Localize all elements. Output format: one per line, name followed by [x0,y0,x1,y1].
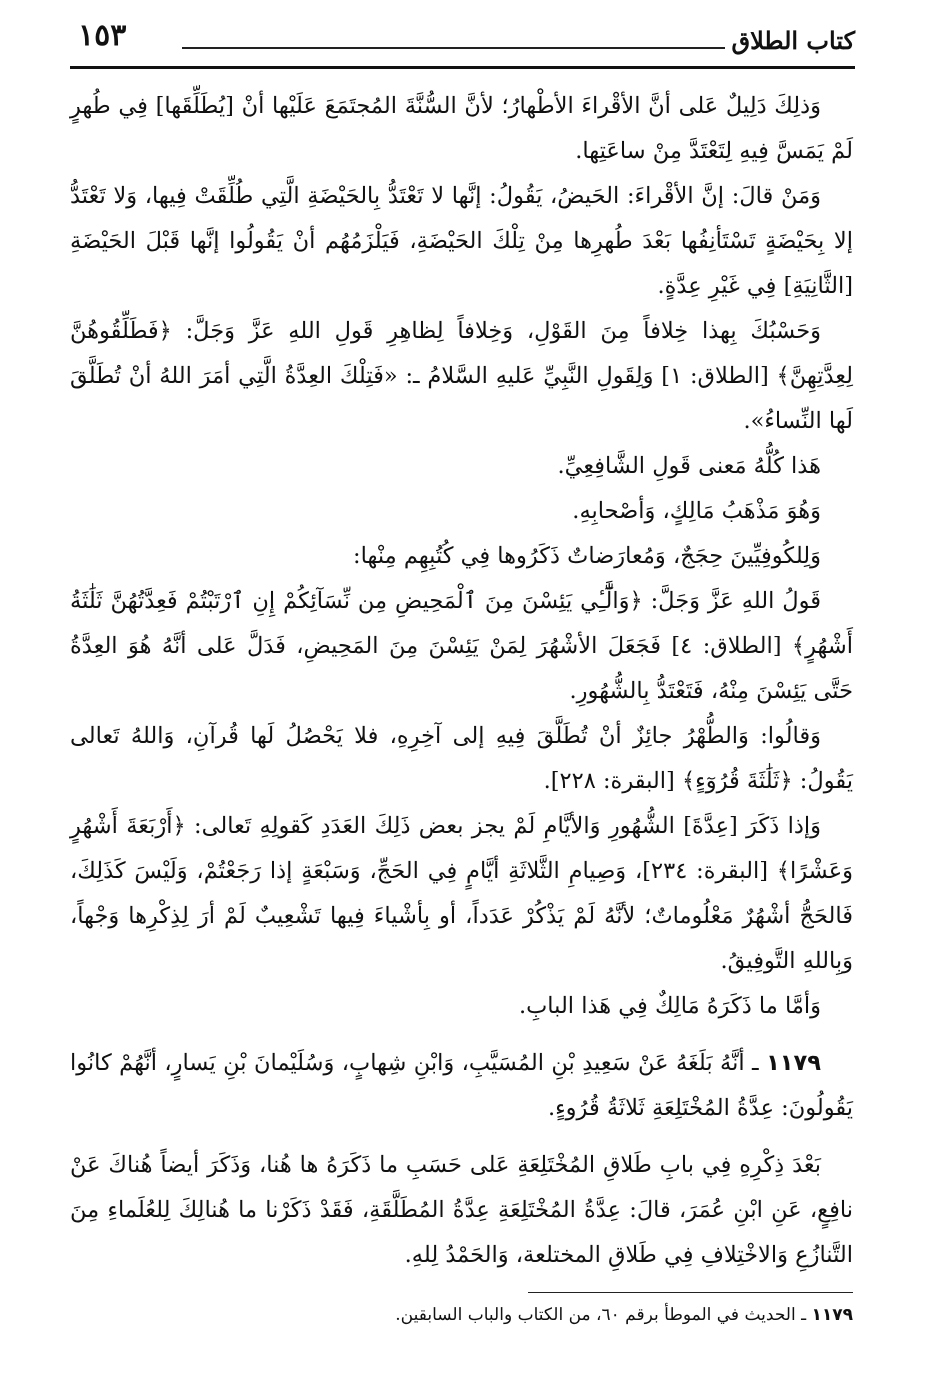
hadith-paragraph [70,1041,853,1131]
paragraph: وَذلِكَ دَلِيلٌ عَلى أنَّ الأقْراءَ الأطْهارُ؛ لأنَّ السُّنَّةَ المُجتَمَعَ عَلَيْها أنْ [يُطَلِّقَها] فِي طُهرٍ لَمْ يَمَسَّ فِيهِ لِتَعْتَدَّ مِنْ ساعَتِها. [70,93,853,164]
hadith-number: ١١٧٩ [766,1050,821,1076]
hadith-text: ـ أنَّهُ بَلَغَهُ عَنْ سَعِيدِ بْنِ المُسَيَّبِ، وَابْنِ شِهابٍ، وَسُلَيْمانَ بْنِ يَسارٍ، أنَّهُمْ كانُوا يَقُولُونَ: عِدَّةُ المُخْتَلِعَةِ ثَلاثَةُ قُرُوءٍ. [70,1050,853,1121]
main-text [70,84,853,1278]
paragraph: وَقالُوا: وَالطُّهْرُ جائِزٌ أنْ تُطَلَّقَ فِيهِ إلى آخِرِهِ، فلا يَحْصُلُ لَها قُرآنِ، وَاللهُ تَعالى يَقُولُ: ﴿ثَلَٰثَةَ قُرُوٓءٍ﴾ [البقرة: ٢٢٨]. [70,723,853,794]
footnote-rule [528,1292,853,1293]
paragraph: هَذا كُلُّهُ مَعنى قَولِ الشَّافِعِيِّ. [557,453,821,479]
paragraph: وَلِلكُوفِيِّينَ حِجَجٌ، وَمُعارَضاتٌ ذَكَرُوها فِي كُتُبِهِم مِنْها: [353,543,821,569]
footnote-text: ـ الحديث في الموطأ برقم ٦٠، من الكتاب والباب السابقين. [395,1305,807,1325]
header-rule [70,66,855,69]
paragraph: وَمَنْ قالَ: إنَّ الأقْراءَ: الحَيضُ، يَقُولُ: إنَّها لا تَعْتَدُّ بِالحَيْضَةِ الَّتِي طُلِّقَتْ فِيها، وَلا تَعْتَدُّ إلا بِحَيْضَةٍ تَسْتَأنِفُها بَعْدَ طُهرِها مِنْ تِلْكَ الحَيْضَةِ، فَيَلْزَمُهُم أنْ يَقُولُوا إنَّها قَبْلَ الحَيْضَةِ [الثَّانِيَةِ] فِي غَيْرِ عِدَّةٍ. [70,183,853,299]
footnote [70,1300,853,1330]
footnote-number: ١١٧٩ [811,1305,853,1325]
paragraph: وَأمَّا ما ذَكَرَهُ مَالِكٌ فِي هَذا البابِ. [518,993,821,1019]
header-leader-line [182,47,725,49]
page-header [70,14,855,68]
paragraph: وَإذا ذَكَرَ [عِدَّةَ] الشُّهُورِ وَالأيَّامِ لَمْ يجز بعض ذَلِكَ العَدَدِ كَقولِهِ تَعالى: ﴿أَرْبَعَةَ أَشْهُرٍ وَعَشْرًا﴾ [البقرة: ٢٣٤]، وَصِيامِ الثَّلاثَةِ أيَّامٍ فِي الحَجِّ، وَسَبْعَةٍ إذا رَجَعْتُمْ، وَلَيْسَ كَذَلِكَ، فَالحَجُّ أشْهُرٌ مَعْلُوماتٌ؛ لأنَّهُ لَمْ يَذْكُرْ عَدَداً، أو بِأشْياءَ فِيها تَشْعِيبٌ لَمْ أرَ لِذِكْرِها وَجْهاً، وَبِاللهِ التَّوفِيقُ. [70,813,853,974]
paragraph: قَولُ اللهِ عَزَّ وَجَلَّ: ﴿وَالَّٰٓـِٔي يَئِسْنَ مِنَ ٱلْمَحِيضِ مِن نِّسَآئِكُمْ إِنِ ٱرْتَبْتُمْ فَعِدَّتُهُنَّ ثَلَٰثَةُ أَشْهُرٍ﴾ [الطلاق: ٤] فَجَعَلَ الأشْهُرَ لِمَنْ يَئِسْنَ مِنَ المَحِيضِ، فَدَلَّ عَلى أنَّهُ هُوَ العِدَّةُ حَتَّى يَئِسْنَ مِنْهُ، فَتَعْتَدُّ بِالشُّهُورِ. [70,588,853,704]
paragraph: وَحَسْبُكَ بِهذا خِلافاً مِنَ القَوْلِ، وَخِلافاً لِظاهِرِ قَولِ اللهِ عَزَّ وَجَلَّ: ﴿فَطَلِّقُوهُنَّ لِعِدَّتِهِنَّ﴾ [الطلاق: ١] وَلِقَولِ النَّبِيِّ عَليهِ السَّلامُ ـ: «فَتِلْكَ العِدَّةُ الَّتِي أمَرَ اللهُ أنْ تُطَلَّقَ لَها النِّساءُ». [70,318,854,434]
paragraph: وَهُوَ مَذْهَبُ مَالِكٍ، وَأصْحابِهِ. [572,498,821,524]
commentary-paragraph: بَعْدَ ذِكْرِهِ فِي بابِ طَلاقِ المُخْتَلِعَةِ عَلى حَسَبِ ما ذَكَرَهُ ها هُنا، وَذَكَرَ أيضاً هُناكَ عَنْ نافِعٍ، عَنِ ابْنِ عُمَرَ، قالَ: عِدَّةُ المُخْتَلِعَةِ عِدَّةُ المُطَلَّقَةِ، فَقَدْ ذَكَرْنا ما هُنالِكَ لِلعُلَماءِ مِنَ التَّنازُعِ وَالاخْتِلافِ فِي طَلاقِ المختلعة، وَالحَمْدُ لِلهِ. [70,1152,853,1268]
book-title: كتاب الطلاق [731,26,855,55]
page-number: ١٥٣ [78,18,127,53]
